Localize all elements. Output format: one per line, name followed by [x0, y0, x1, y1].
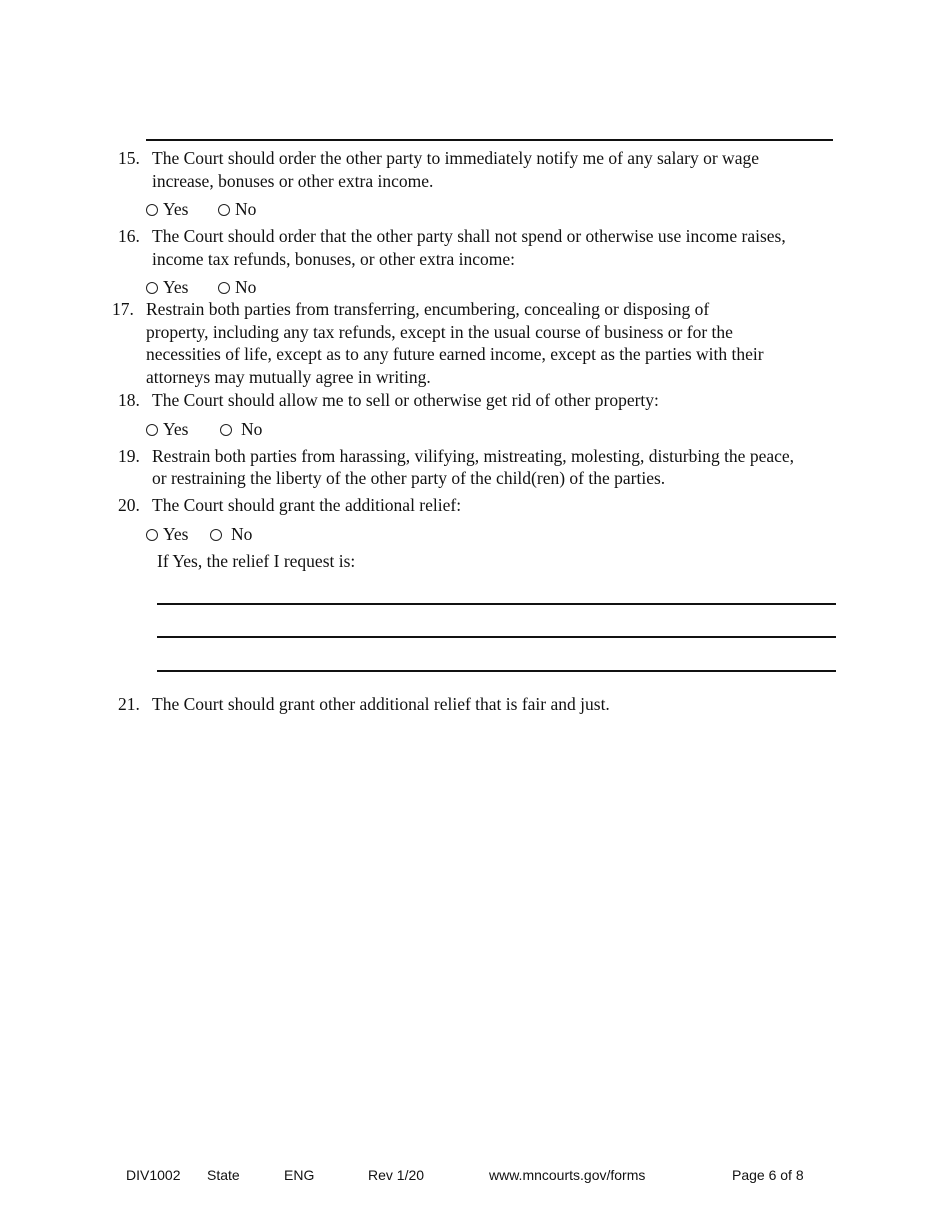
radio-circle-icon[interactable]	[210, 529, 222, 541]
item-20-followup-label: If Yes, the relief I request is:	[157, 551, 356, 571]
no-label: No	[231, 524, 253, 544]
radio-circle-icon[interactable]	[218, 204, 230, 216]
item-20-text-line-1: The Court should grant the additional relief:	[152, 495, 462, 515]
item-15-radio-group	[146, 198, 346, 220]
item-20-yes-option[interactable]	[146, 523, 188, 545]
footer-jurisdiction: State	[207, 1167, 240, 1183]
item-16-number: 16.	[118, 226, 140, 246]
item-18-number: 18.	[118, 390, 140, 410]
item-19-number: 19.	[118, 446, 140, 466]
no-label: No	[235, 277, 257, 297]
top-divider	[146, 139, 833, 141]
item-17-text-line-3: necessities of life, except as to any future earned income, except as the parties with their	[146, 344, 764, 364]
yes-label: Yes	[163, 419, 189, 439]
item-17-text-line-4: attorneys may mutually agree in writing.	[146, 367, 431, 387]
footer-form-id: DIV1002	[126, 1167, 181, 1183]
item-15-yes-option[interactable]	[146, 198, 188, 220]
item-18-yes-option[interactable]	[146, 418, 188, 440]
footer-page-number: Page 6 of 8	[732, 1167, 804, 1183]
item-16-yes-option[interactable]	[146, 276, 188, 298]
footer-language: ENG	[284, 1167, 315, 1183]
yes-label: Yes	[163, 524, 189, 544]
item-15-no-option[interactable]	[218, 198, 256, 220]
item-15-text-line-1: The Court should order the other party to immediately notify me of any salary or wage	[152, 148, 759, 168]
item-18-radio-group	[146, 418, 346, 440]
item-16-radio-group	[146, 276, 346, 298]
item-20-number: 20.	[118, 495, 140, 515]
item-15-text-line-2: increase, bonuses or other extra income.	[152, 171, 434, 191]
item-20-no-option[interactable]	[210, 523, 252, 545]
relief-input-line-1[interactable]	[157, 603, 836, 605]
item-19-text-line-2: or restraining the liberty of the other party of the child(ren) of the parties.	[152, 468, 666, 488]
item-21-number: 21.	[118, 694, 140, 714]
footer-revision: Rev 1/20	[368, 1167, 425, 1183]
item-17-number: 17.	[112, 299, 134, 319]
radio-circle-icon[interactable]	[146, 529, 158, 541]
radio-circle-icon[interactable]	[146, 282, 158, 294]
footer-url: www.mncourts.gov/forms	[489, 1167, 646, 1183]
no-label: No	[235, 199, 257, 219]
item-16-text-line-2: income tax refunds, bonuses, or other extra income:	[152, 249, 516, 269]
item-16-no-option[interactable]	[218, 276, 256, 298]
item-15-number: 15.	[118, 148, 140, 168]
item-19-text-line-1: Restrain both parties from harassing, vilifying, mistreating, molesting, disturbing the peace,	[152, 446, 795, 466]
radio-circle-icon[interactable]	[146, 424, 158, 436]
radio-circle-icon[interactable]	[146, 204, 158, 216]
item-17-text-line-2: property, including any tax refunds, except in the usual course of business or for the	[146, 322, 733, 342]
relief-input-line-2[interactable]	[157, 636, 836, 638]
no-label: No	[241, 419, 263, 439]
item-16-text-line-1: The Court should order that the other party shall not spend or otherwise use income raises,	[152, 226, 786, 246]
item-20-radio-group	[146, 523, 346, 545]
relief-input-line-3[interactable]	[157, 670, 836, 672]
yes-label: Yes	[163, 199, 189, 219]
item-17-text-line-1: Restrain both parties from transferring, encumbering, concealing or disposing of	[146, 299, 710, 319]
radio-circle-icon[interactable]	[220, 424, 232, 436]
item-18-text-line-1: The Court should allow me to sell or otherwise get rid of other property:	[152, 390, 659, 410]
item-21-text-line-1: The Court should grant other additional relief that is fair and just.	[152, 694, 610, 714]
item-18-no-option[interactable]	[220, 418, 262, 440]
yes-label: Yes	[163, 277, 189, 297]
radio-circle-icon[interactable]	[218, 282, 230, 294]
